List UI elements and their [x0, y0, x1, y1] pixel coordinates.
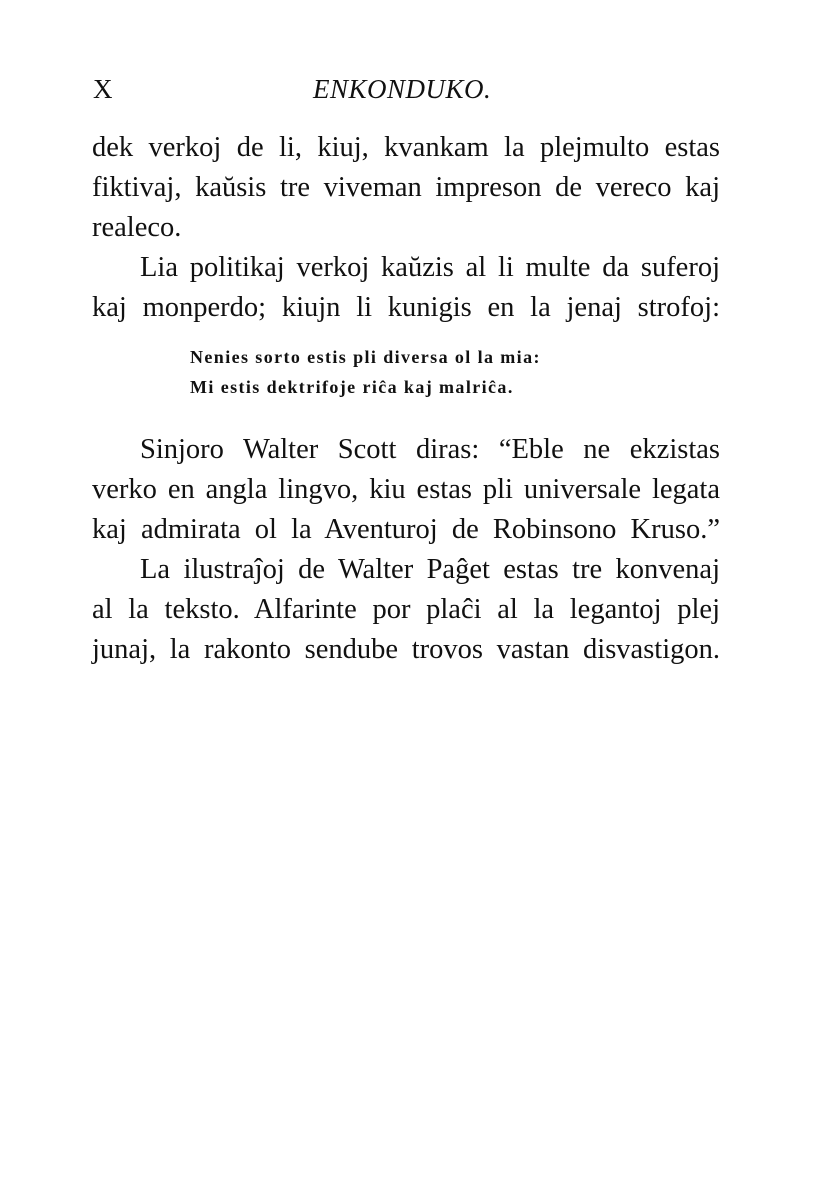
page-header [93, 74, 723, 110]
running-title: ENKONDUKO. [313, 74, 492, 104]
text-line: realeco. [92, 212, 182, 243]
text-line: Sinjoro Walter Scott diras: “Eble ne ekzistas [140, 434, 720, 465]
text-line: La ilustraĵoj de Walter Paĝet estas tre konvenaj [140, 554, 720, 585]
verse-line: Mi estis dektrifoje riĉa kaj malriĉa. [190, 377, 514, 397]
text-line: dek verkoj de li, kiuj, kvankam la plejmulto estas [92, 132, 720, 163]
verse-quote [92, 342, 720, 402]
verse-line: Nenies sorto estis pli diversa ol la mia: [190, 347, 541, 367]
paragraph-illustrations [92, 550, 720, 670]
text-line: kaj monperdo; kiujn li kunigis en la jenaj strofoj: [92, 292, 720, 323]
page-number: X [93, 74, 114, 104]
paragraph-scott-quote [92, 430, 720, 550]
text-line: junaj, la rakonto sendube trovos vastan disvastigon. [92, 634, 720, 665]
text-line: al la teksto. Alfarinte por plaĉi al la legantoj plej [92, 594, 720, 625]
text-line: verko en angla lingvo, kiu estas pli universale legata [92, 474, 720, 505]
text-line: Lia politikaj verkoj kaŭzis al li multe da suferoj [140, 252, 720, 283]
body-text [92, 128, 720, 670]
paragraph-continued [92, 128, 720, 248]
text-line: kaj admirata ol la Aventuroj de Robinsono Kruso.” [92, 514, 720, 545]
text-line: fiktivaj, kaŭsis tre viveman impreson de vereco kaj [92, 172, 720, 203]
paragraph-politics [92, 248, 720, 328]
